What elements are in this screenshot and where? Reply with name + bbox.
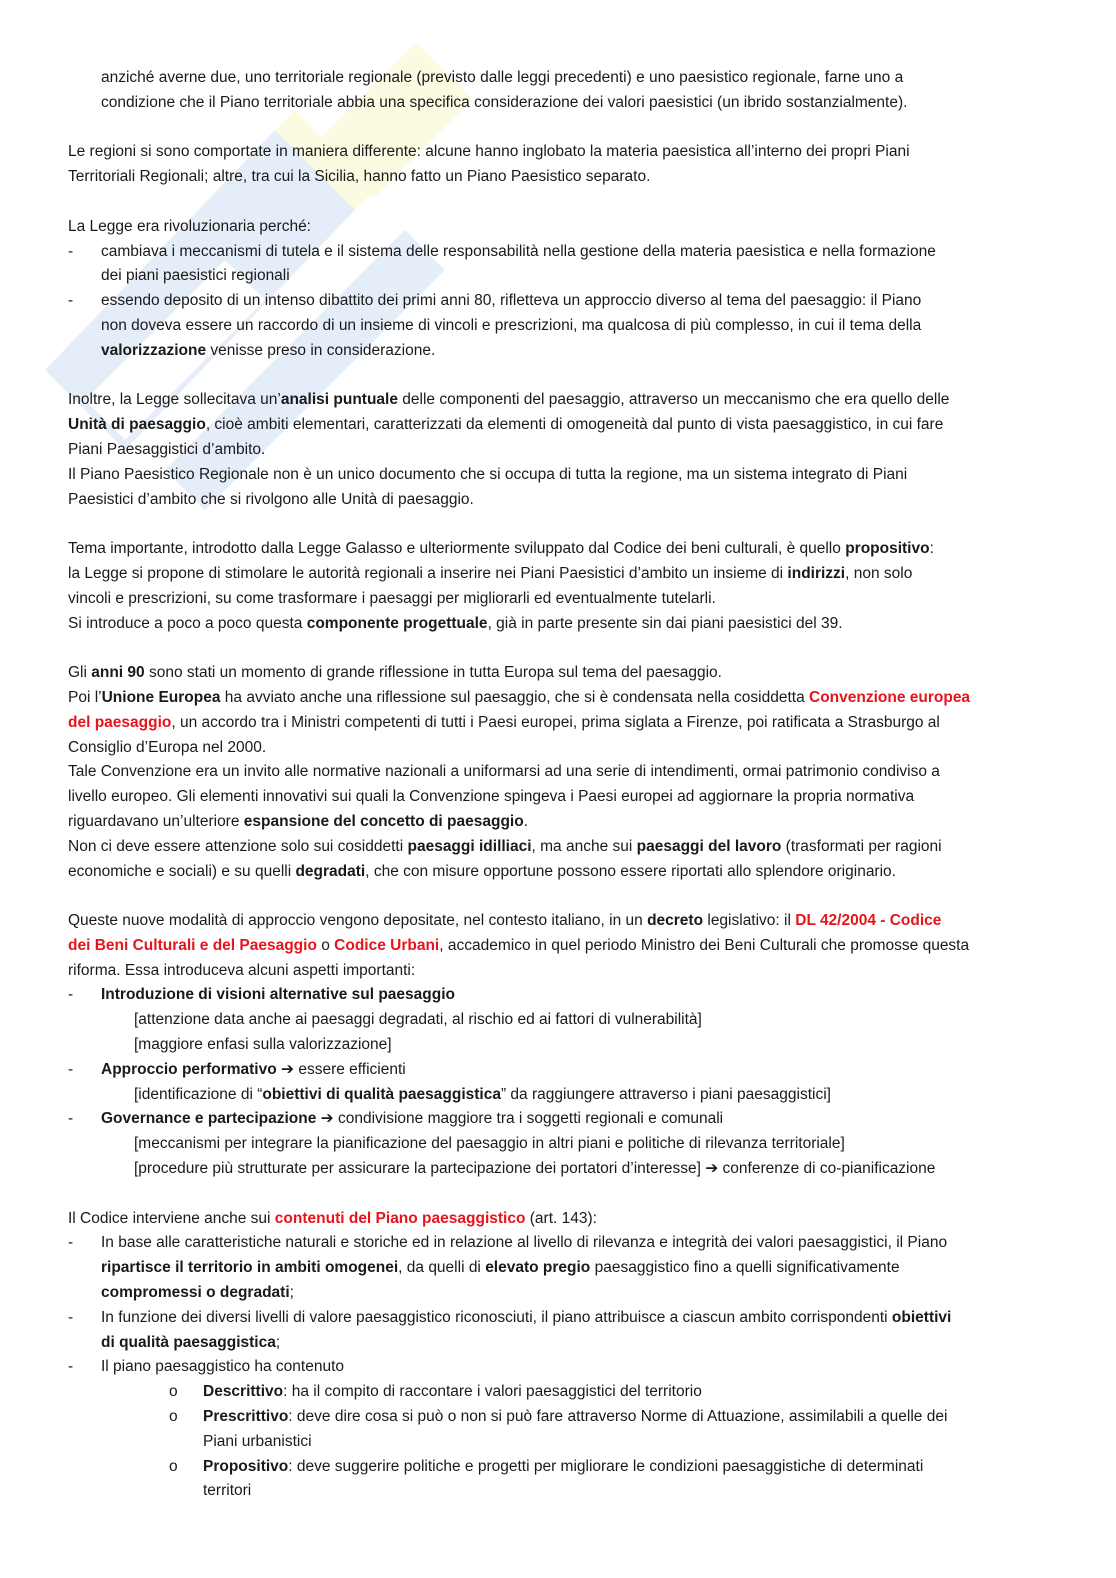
text-line: cambiava i meccanismi di tutela e il sistema delle responsabilità nella gestione della materia paesistica e nella formazione	[101, 242, 936, 260]
text-line: [attenzione data anche ai paesaggi degradati, al rischio ed ai fattori di vulnerabilità]	[134, 1011, 702, 1029]
text-line: di qualità paesaggistica;	[101, 1333, 281, 1351]
text-line: essendo deposito di un intenso dibattito dei primi anni 80, rifletteva un approccio diverso al tema del paesaggio: il Piano	[101, 292, 922, 310]
text-line: Poi l’Unione Europea ha avviato anche una riflessione sul paesaggio, che si è condensata nella cosiddetta Convenzione europea	[68, 688, 971, 706]
arrow-right-icon: ➔	[281, 1060, 295, 1078]
dash-bullet: -	[68, 1234, 74, 1252]
list-item	[68, 240, 1048, 290]
text-line: riguardavano un’ulteriore espansione del concetto di paesaggio.	[68, 812, 529, 830]
text-line: economiche e sociali) e su quelli degradati, che con misure opportune possono essere riportati allo splendore originario.	[68, 862, 896, 880]
list-item	[68, 289, 1048, 363]
circle-bullet: o	[169, 1457, 178, 1475]
text-line: Queste nuove modalità di approccio vengono depositate, nel contesto italiano, in un decreto legislativo: il DL 42/2004 - Codice	[68, 912, 942, 930]
arrow-right-icon: ➔	[705, 1160, 719, 1178]
text-line: livello europeo. Gli elementi innovativi sui quali la Convenzione spingeva i Paesi europei ad aggiornare la propria normativa	[68, 788, 915, 806]
document-page	[68, 66, 1048, 1504]
text-line: In funzione dei diversi livelli di valore paesaggistico riconosciuti, il piano attribuisce a ciascun ambito corrispondenti obiettivi	[101, 1308, 952, 1326]
text-line: del paesaggio, un accordo tra i Ministri competenti di tutti i Paesi europei, prima siglata a Firenze, poi ratificata a Strasburgo al	[68, 713, 940, 731]
text-line: dei piani paesistici regionali	[101, 267, 290, 285]
text-line: In base alle caratteristiche naturali e storiche ed in relazione al livello di rilevanza e integrità dei valori paesaggistici, il Piano	[101, 1234, 948, 1252]
paragraph-regions	[68, 140, 1048, 190]
dash-bullet: -	[68, 1358, 74, 1376]
text-line: Propositivo: deve suggerire politiche e progetti per migliorare le condizioni paesaggistiche di determinati	[203, 1457, 924, 1475]
text-line: Prescrittivo: deve dire cosa si può o non si può fare attraverso Norme di Attuazione, assimilabili a quelle dei	[203, 1408, 948, 1426]
text-line: Consiglio d’Europa nel 2000.	[68, 738, 267, 756]
paragraph-analisi-puntuale	[68, 388, 1048, 512]
text-line: Il piano paesaggistico ha contenuto	[101, 1358, 345, 1376]
text-line: [identificazione di “obiettivi di qualità paesaggistica” da raggiungere attraverso i piani paesaggistici]	[134, 1085, 831, 1103]
text-line: Territoriali Regionali; altre, tra cui la Sicilia, hanno fatto un Piano Paesistico separato.	[68, 168, 651, 186]
text-line: compromessi o degradati;	[101, 1284, 294, 1302]
sub-list-item	[68, 1380, 1048, 1405]
text-line: [maggiore enfasi sulla valorizzazione]	[134, 1036, 392, 1054]
text-line: la Legge si propone di stimolare le autorità regionali a inserire nei Piani Paesistici d’ambito un insieme di indirizzi, non solo	[68, 564, 913, 582]
paragraph-continuation	[68, 66, 1048, 116]
circle-bullet: o	[169, 1383, 178, 1401]
text-line: Paesistici d’ambito che si rivolgono alle Unità di paesaggio.	[68, 490, 474, 508]
list-item	[68, 1355, 1048, 1380]
paragraph-legge-rivoluzionaria	[68, 215, 1048, 364]
text-line: non doveva essere un raccordo di un insieme di vincoli e prescrizioni, ma qualcosa di più complesso, in cui il tema della	[101, 316, 922, 334]
list-item: - Governance e partecipazione ➔ condivisione maggiore tra i soggetti regionali e comunali [meccanismi per integrare la pianificazione del paesaggio in altri piani e politiche di rilevanza territoriale] [procedure più strutturate per assicurare la partecipazione dei portatori d’interesse] ➔ conferenze di co-pianificazione	[68, 1107, 1048, 1181]
text-line: Il Piano Paesistico Regionale non è un unico documento che si occupa di tutta la regione, ma un sistema integrato di Piani	[68, 465, 908, 483]
text-line: La Legge era rivoluzionaria perché:	[68, 217, 311, 235]
text-line: anziché averne due, uno territoriale regionale (previsto dalle leggi precedenti) e uno paesistico regionale, farne uno a	[101, 69, 904, 86]
list-item	[68, 1231, 1048, 1305]
list-item: - Approccio performativo ➔ essere efficienti [identificazione di “obiettivi di qualità paesaggistica” da raggiungere attraverso i piani paesaggistici]	[68, 1058, 1048, 1108]
text-line: Non ci deve essere attenzione solo sui cosiddetti paesaggi idilliaci, ma anche sui paesaggi del lavoro (trasformati per ragioni	[68, 837, 942, 855]
list-item	[68, 1306, 1048, 1356]
dash-bullet: -	[68, 986, 74, 1004]
text-line: Gli anni 90 sono stati un momento di grande riflessione in tutta Europa sul tema del paesaggio.	[68, 664, 722, 682]
sub-list-item	[68, 1455, 1048, 1505]
text-line: Piani urbanistici	[203, 1432, 312, 1450]
text-line: Si introduce a poco a poco questa componente progettuale, già in parte presente sin dai piani paesistici del 39.	[68, 614, 843, 632]
circle-bullet: o	[169, 1408, 178, 1426]
text-line: Tale Convenzione era un invito alle normative nazionali a uniformarsi ad una serie di intendimenti, ormai patrimonio condiviso a	[68, 763, 940, 781]
text-line: condizione che il Piano territoriale abbia una specifica considerazione dei valori paesistici (un ibrido sostanzialmente).	[101, 93, 908, 111]
text-line: dei Beni Culturali e del Paesaggio o Codice Urbani, accademico in quel periodo Ministro dei Beni Culturali che promosse questa	[68, 936, 970, 954]
paragraph-contenuti-piano	[68, 1207, 1048, 1505]
text-line: Descrittivo: ha il compito di raccontare i valori paesaggistici del territorio	[203, 1383, 702, 1401]
dash-bullet: -	[68, 242, 74, 260]
text-line: riforma. Essa introduceva alcuni aspetti importanti:	[68, 961, 416, 979]
dash-bullet: -	[68, 1060, 74, 1078]
paragraph-codice-urbani	[68, 909, 1048, 1182]
arrow-right-icon: ➔	[320, 1110, 334, 1128]
text-line: Il Codice interviene anche sui contenuti del Piano paesaggistico (art. 143):	[68, 1209, 597, 1227]
dash-bullet: -	[68, 1308, 74, 1326]
paragraph-propositivo	[68, 537, 1048, 636]
list-item: - Introduzione di visioni alternative sul paesaggio [attenzione data anche ai paesaggi degradati, al rischio ed ai fattori di vulnerabilità] [maggiore enfasi sulla valorizzazione]	[68, 983, 1048, 1057]
text-line: Unità di paesaggio, cioè ambiti elementari, caratterizzati da elementi di omogeneità dal punto di vista paesaggistico, in cui fare	[68, 416, 944, 434]
text-line: vincoli e prescrizioni, su come trasformare i paesaggi per migliorarli ed eventualmente tutelarli.	[68, 589, 716, 607]
text-line: ripartisce il territorio in ambiti omogenei, da quelli di elevato pregio paesaggistico fino a quelli significativamente	[101, 1259, 900, 1277]
text-line: territori	[203, 1482, 252, 1500]
text-line: Inoltre, la Legge sollecitava un’analisi puntuale delle componenti del paesaggio, attraverso un meccanismo che era quello delle	[68, 391, 950, 409]
text-line: [procedure più strutturate per assicurare la partecipazione dei portatori d’interesse] ➔ conferenze di co-pianificazione	[134, 1160, 936, 1178]
sub-list-item	[68, 1405, 1048, 1455]
paragraph-convenzione-europea	[68, 661, 1048, 884]
text-line: valorizzazione venisse preso in considerazione.	[101, 341, 436, 359]
dash-bullet: -	[68, 292, 74, 310]
text-line: Piani Paesaggistici d’ambito.	[68, 440, 266, 458]
dash-bullet: -	[68, 1110, 74, 1128]
text-line: Tema importante, introdotto dalla Legge Galasso e ulteriormente sviluppato dal Codice dei beni culturali, è quello propositivo:	[68, 540, 934, 558]
text-line: [meccanismi per integrare la pianificazione del paesaggio in altri piani e politiche di rilevanza territoriale]	[134, 1135, 845, 1153]
text-line: Le regioni si sono comportate in maniera differente: alcune hanno inglobato la materia paesistica all’interno dei propri Piani	[68, 143, 910, 161]
